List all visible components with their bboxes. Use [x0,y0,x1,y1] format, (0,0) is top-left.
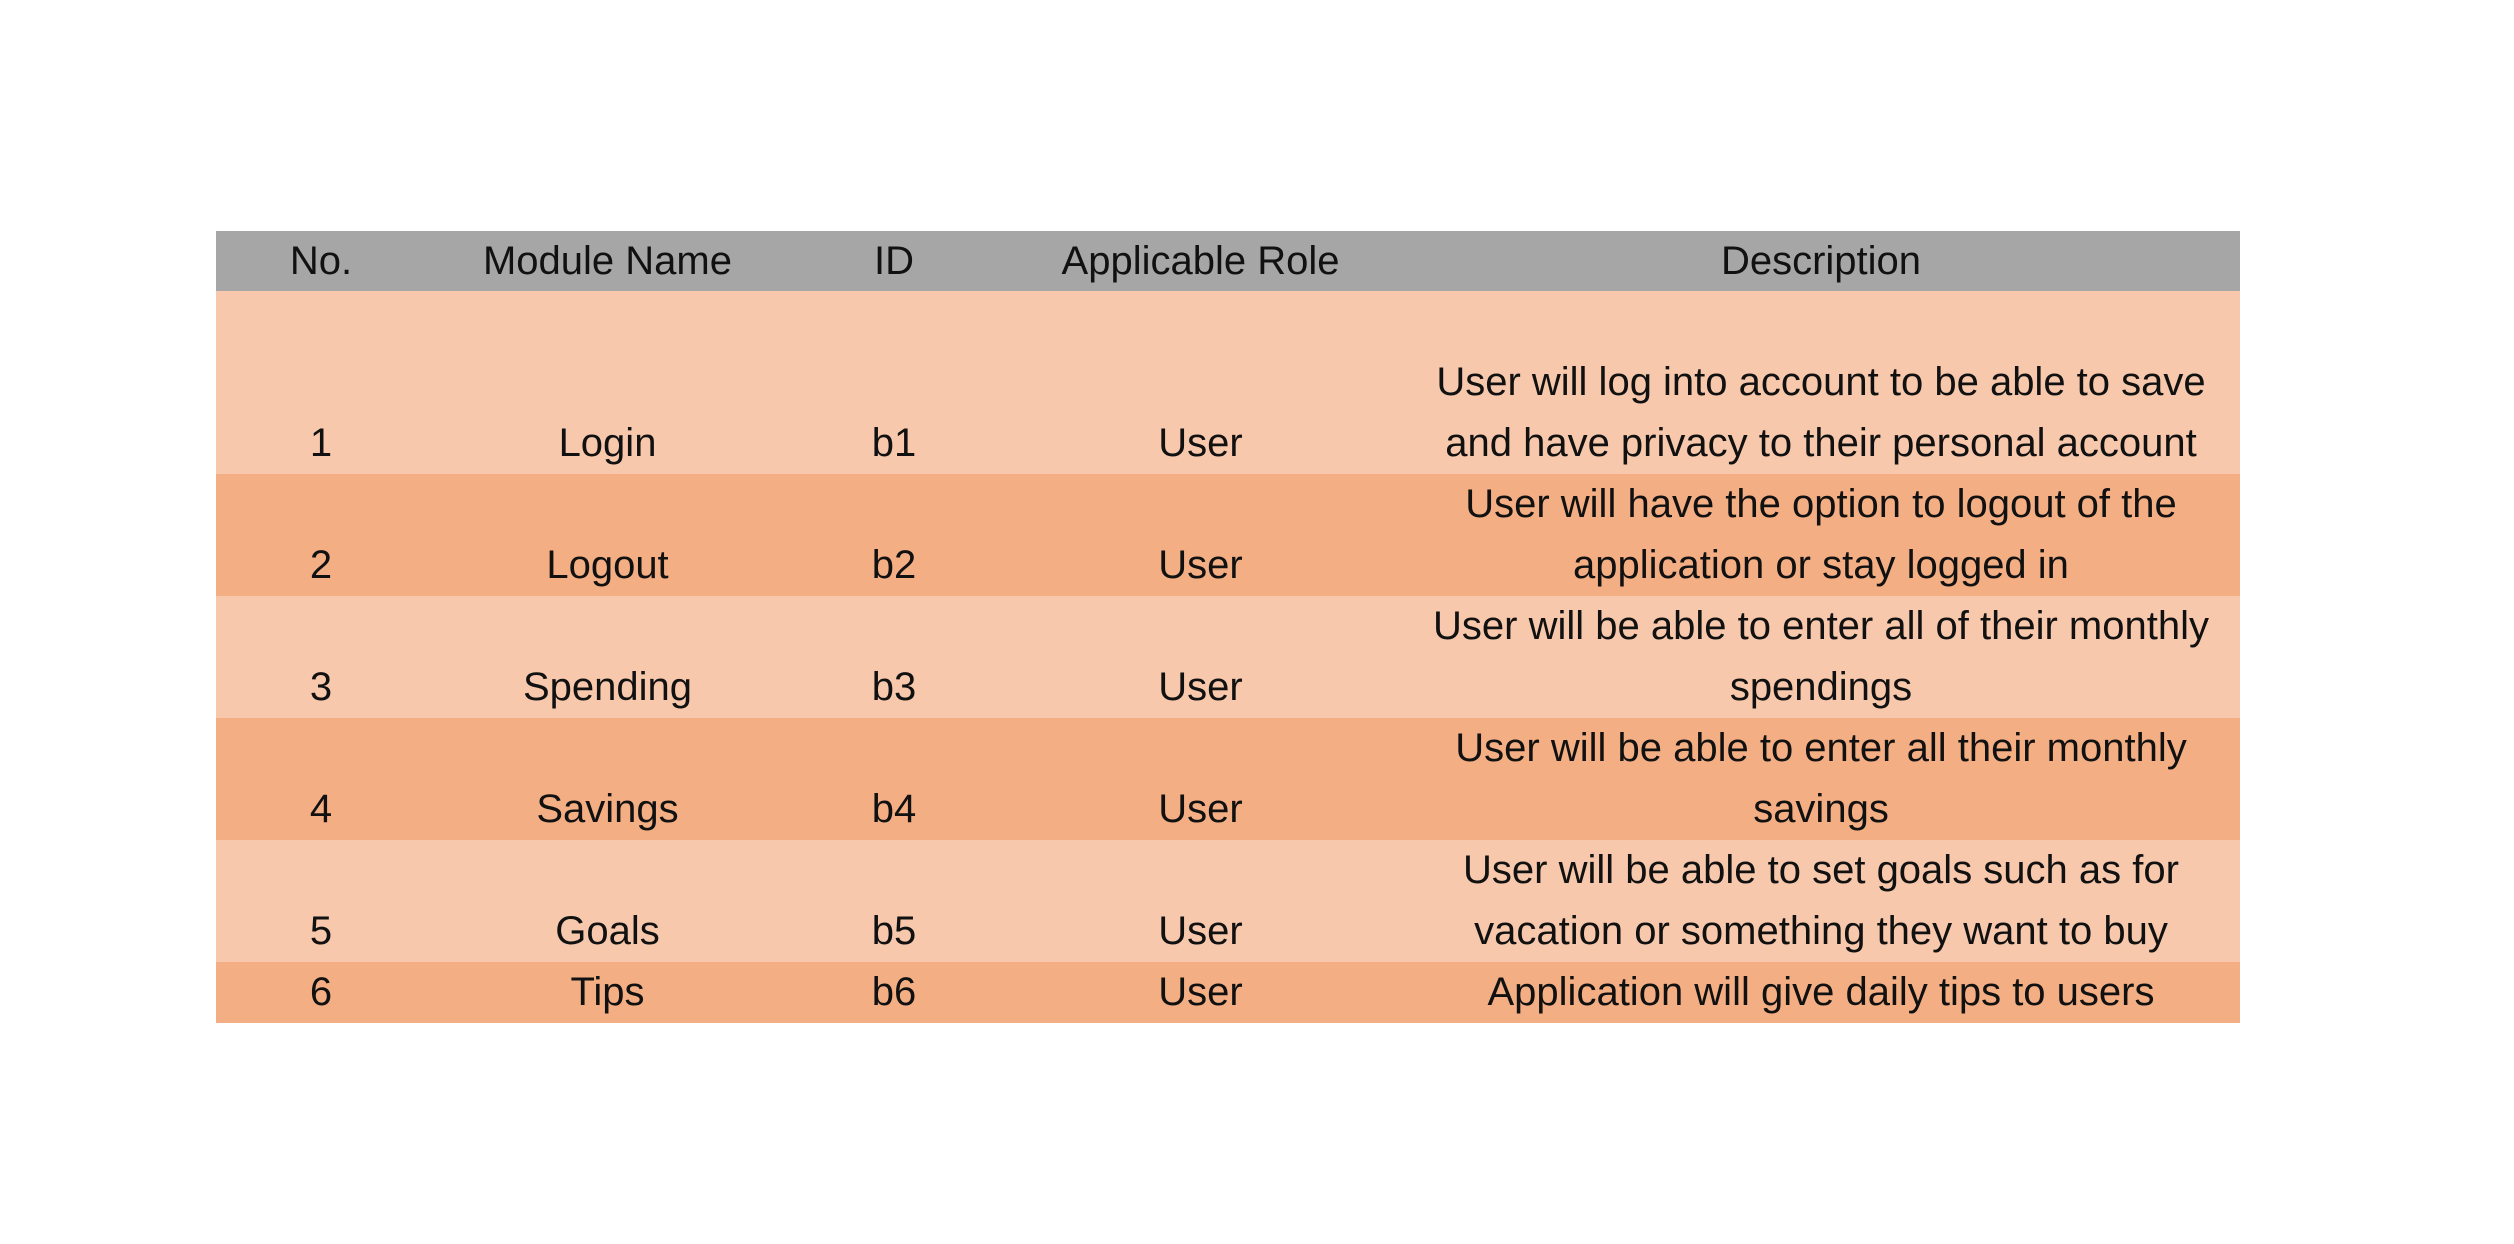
header-description: Description [1402,231,2240,291]
cell-no: 4 [216,718,426,840]
cell-no: 3 [216,596,426,718]
header-module-name: Module Name [426,231,789,291]
cell-applicable-role: User [999,718,1402,840]
cell-description: User will be able to enter all of their monthly spendings [1402,596,2240,718]
cell-no: 1 [216,291,426,474]
header-no: No. [216,231,426,291]
cell-applicable-role: User [999,474,1402,596]
cell-module-name: Tips [426,962,789,1023]
cell-applicable-role: User [999,291,1402,474]
cell-description: User will have the option to logout of the application or stay logged in [1402,474,2240,596]
cell-description: User will be able to set goals such as for vacation or something they want to buy [1402,840,2240,962]
cell-no: 2 [216,474,426,596]
cell-applicable-role: User [999,840,1402,962]
header-applicable-role: Applicable Role [999,231,1402,291]
cell-applicable-role: User [999,962,1402,1023]
cell-no: 6 [216,962,426,1023]
cell-module-name: Savings [426,718,789,840]
cell-applicable-role: User [999,596,1402,718]
header-id: ID [789,231,999,291]
cell-id: b2 [789,474,999,596]
cell-module-name: Goals [426,840,789,962]
cell-id: b1 [789,291,999,474]
cell-id: b3 [789,596,999,718]
cell-no: 5 [216,840,426,962]
cell-module-name: Login [426,291,789,474]
cell-description: User will log into account to be able to save and have privacy to their personal account [1402,291,2240,474]
cell-description: User will be able to enter all their monthly savings [1402,718,2240,840]
modules-table [216,231,2240,1023]
cell-id: b5 [789,840,999,962]
cell-description: Application will give daily tips to users [1402,962,2240,1023]
cell-id: b6 [789,962,999,1023]
cell-id: b4 [789,718,999,840]
cell-module-name: Logout [426,474,789,596]
cell-module-name: Spending [426,596,789,718]
